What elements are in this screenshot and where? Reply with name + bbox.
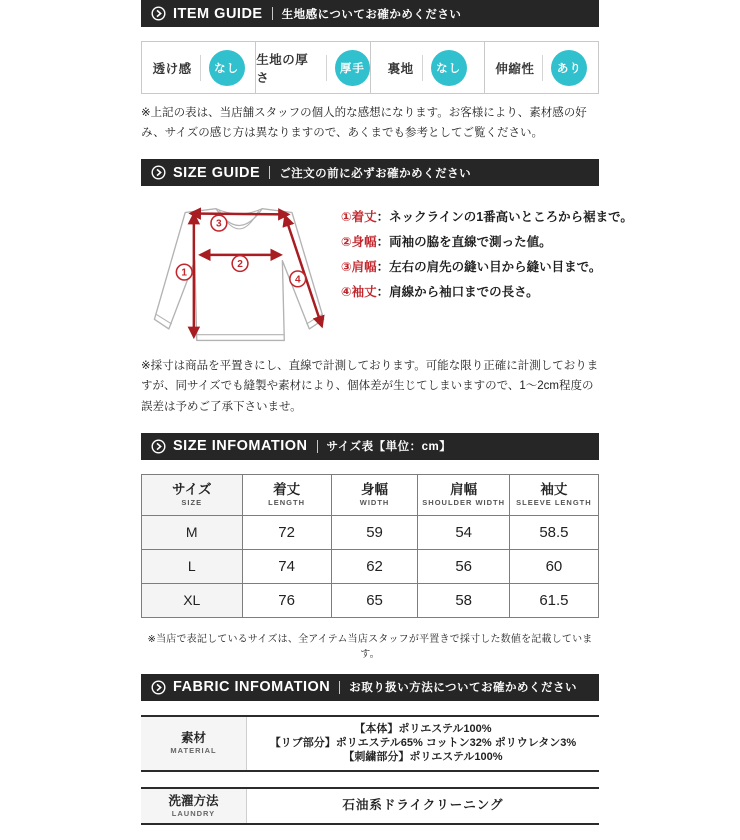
cell-divider (200, 55, 201, 81)
fabric-information-header (141, 674, 599, 701)
legend-desc: ：両袖の脇を直線で測った値。 (376, 235, 552, 250)
col-header-shoulder (418, 474, 509, 515)
cell-divider (422, 55, 423, 81)
item-guide-header (141, 0, 599, 27)
col-header-en: SHOULDER WIDTH (422, 497, 506, 507)
value-cell: 58.5 (509, 515, 598, 549)
col-header-en: SIZE (181, 497, 203, 507)
size-guide-header (141, 159, 599, 186)
feel-label: 透け感 (152, 61, 192, 76)
circle-arrow-icon (151, 165, 166, 180)
legend-term: ②身幅 (341, 235, 377, 250)
size-cell: L (142, 549, 243, 583)
table-row-m (142, 515, 599, 549)
col-header-jp: 着丈 (273, 482, 301, 498)
value-cell: 65 (331, 583, 418, 617)
material-line: 【刺繍部分】ポリエステル100% (343, 751, 503, 764)
col-header-en: LENGTH (268, 497, 305, 507)
section-title: SIZE GUIDE (173, 164, 261, 181)
value-cell: 54 (418, 515, 509, 549)
size-table-header-row (142, 474, 599, 515)
section-subtitle: お取り扱い方法についてお確かめください (349, 682, 578, 695)
svg-text:3: 3 (216, 218, 222, 230)
circle-arrow-icon (151, 680, 166, 695)
legend-term: ①着丈 (341, 210, 377, 225)
size-guide-body (141, 200, 633, 352)
section-subtitle: ご注文の前に必ずお確かめください (279, 167, 472, 180)
feel-value-badge: 厚手 (335, 50, 369, 86)
col-header-size (142, 474, 243, 515)
value-cell: 62 (331, 549, 418, 583)
col-header-jp: 身幅 (361, 482, 389, 498)
header-divider (269, 166, 270, 179)
feel-value-badge: なし (431, 50, 467, 86)
fabric-feel-table (141, 41, 599, 94)
value-cell: 72 (242, 515, 331, 549)
col-header-width (331, 474, 418, 515)
legend-item (341, 210, 633, 225)
size-information-note: ※当店で表記しているサイズは、全アイテム当店スタッフが平置きで採寸した数値を記載しています。 (147, 633, 593, 660)
col-header-sleeve (509, 474, 598, 515)
cell-divider (326, 55, 327, 81)
col-header-jp: 袖丈 (540, 482, 568, 498)
section-title: SIZE INFOMATION (173, 438, 308, 455)
header-divider (339, 681, 340, 694)
size-guide-note: ※採寸は商品を平置きにし、直線で計測しております。可能な限り正確に計測しておりますが、同サイズでも縫製や素材により、個体差が生じてしまいますので、1〜2cm程度の誤差は予めご了承下さいませ。 (141, 360, 599, 413)
material-line: 【リブ部分】ポリエステル65% コットン32% ポリウレタン3% (269, 736, 577, 749)
svg-text:1: 1 (181, 267, 188, 279)
header-divider (272, 7, 273, 20)
item-guide-note: ※上記の表は、当店舗スタッフの個人的な感想になります。お客様により、素材感の好み、サイズの感じ方は異なりますので、あくまでも参考としてご覧ください。 (141, 107, 587, 140)
shirt-measurement-diagram (141, 200, 341, 352)
legend-item (341, 260, 633, 275)
feel-cell-lining (371, 42, 485, 93)
laundry-row (141, 787, 599, 825)
legend-item (341, 235, 633, 250)
laundry-label-cell (141, 789, 247, 823)
legend-term: ④袖丈 (341, 285, 377, 300)
feel-value-badge: なし (209, 50, 245, 86)
value-cell: 56 (418, 549, 509, 583)
material-label-jp: 素材 (180, 731, 206, 746)
size-cell: XL (142, 583, 243, 617)
col-header-en: SLEEVE LENGTH (516, 497, 592, 507)
feel-value-badge: あり (551, 50, 587, 86)
material-row (141, 715, 599, 772)
legend-desc: ：肩線から袖口までの長さ。 (376, 285, 539, 300)
feel-label: 裏地 (387, 61, 414, 76)
material-label-en: MATERIAL (170, 746, 217, 756)
section-subtitle: サイズ表【単位：cm】 (326, 441, 452, 454)
feel-cell-thickness (256, 42, 370, 93)
value-cell: 61.5 (509, 583, 598, 617)
col-header-jp: サイズ (172, 482, 212, 498)
laundry-value-cell (247, 789, 599, 823)
value-cell: 60 (509, 549, 598, 583)
material-label-cell (141, 717, 247, 770)
value-cell: 59 (331, 515, 418, 549)
circle-arrow-icon (151, 6, 166, 21)
section-title: ITEM GUIDE (173, 5, 263, 22)
col-header-en: WIDTH (359, 497, 390, 507)
svg-text:2: 2 (237, 259, 243, 271)
legend-desc: ：ネックラインの1番高いところから裾まで。 (376, 210, 633, 225)
feel-label: 生地の厚さ (256, 52, 309, 85)
col-header-length (242, 474, 331, 515)
legend-term: ③肩幅 (341, 260, 377, 275)
size-table (141, 474, 599, 618)
material-line: 【本体】ポリエステル100% (354, 722, 492, 735)
table-row-xl (142, 583, 599, 617)
laundry-label-jp: 洗濯方法 (168, 793, 219, 808)
laundry-label-en: LAUNDRY (171, 808, 216, 818)
legend-item (341, 285, 633, 300)
legend-desc: ：左右の肩先の縫い目から縫い目まで。 (376, 260, 602, 275)
circle-arrow-icon (151, 439, 166, 454)
cell-divider (542, 55, 543, 81)
value-cell: 58 (418, 583, 509, 617)
size-cell: M (142, 515, 243, 549)
material-value-cell (247, 717, 599, 770)
size-information-header (141, 433, 599, 460)
feel-cell-sheerness (142, 42, 256, 93)
product-info-panel (141, 0, 633, 825)
measurement-legend (341, 200, 633, 352)
table-row-l (142, 549, 599, 583)
feel-cell-stretch (485, 42, 598, 93)
feel-label: 伸縮性 (495, 61, 535, 76)
col-header-jp: 肩幅 (450, 482, 478, 498)
value-cell: 74 (242, 549, 331, 583)
svg-text:4: 4 (294, 274, 301, 286)
header-divider (317, 440, 318, 453)
value-cell: 76 (242, 583, 331, 617)
section-title: FABRIC INFOMATION (173, 679, 331, 696)
section-subtitle: 生地感についてお確かめください (281, 8, 462, 21)
laundry-line: 石油系ドライクリーニング (342, 798, 504, 813)
